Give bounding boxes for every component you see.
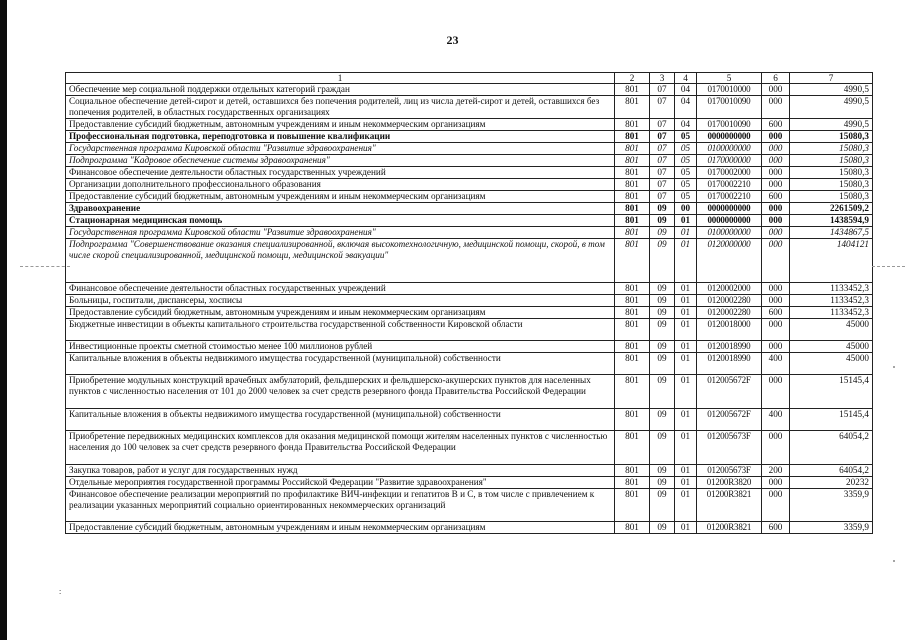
row-subsection: 05	[675, 191, 697, 203]
row-section: 09	[650, 283, 675, 295]
row-subsection: 05	[675, 167, 697, 179]
row-section: 09	[650, 477, 675, 489]
row-admin-code: 801	[615, 319, 650, 341]
row-expense-type: 400	[762, 353, 790, 375]
row-name: Финансовое обеспечение реализации мероприятий по профилактике ВИЧ-инфекции и гепатитов В и С, в том числе с привлечением к реализации указанных мероприятий социально ориентированных некоммерческих организаций	[66, 489, 615, 522]
row-section: 07	[650, 96, 675, 119]
row-subsection: 01	[675, 283, 697, 295]
row-target-code: 0170002210	[697, 179, 762, 191]
row-name: Стационарная медицинская помощь	[66, 215, 615, 227]
row-target-code: 012005673F	[697, 465, 762, 477]
row-admin-code: 801	[615, 84, 650, 96]
row-target-code: 0170010000	[697, 84, 762, 96]
table-body	[66, 84, 873, 534]
row-admin-code: 801	[615, 283, 650, 295]
row-section: 07	[650, 155, 675, 167]
row-expense-type: 000	[762, 96, 790, 119]
table-row	[66, 167, 873, 179]
row-target-code: 012005673F	[697, 431, 762, 465]
row-subsection: 01	[675, 477, 697, 489]
row-amount: 15145,4	[790, 409, 873, 431]
row-expense-type: 000	[762, 167, 790, 179]
row-target-code: 0120018990	[697, 353, 762, 375]
row-amount: 4990,5	[790, 84, 873, 96]
row-expense-type: 600	[762, 307, 790, 319]
row-admin-code: 801	[615, 465, 650, 477]
row-admin-code: 801	[615, 119, 650, 131]
row-name: Приобретение модульных конструкций врачебных амбулаторий, фельдшерских и фельдшерско-акушерских пунктов для населенных пунктов с численностью населения от 101 до 2000 человек за счет средств резервного фонда Правительства Российской Федерации	[66, 375, 615, 409]
row-expense-type: 000	[762, 155, 790, 167]
row-admin-code: 801	[615, 431, 650, 465]
row-amount: 15080,3	[790, 191, 873, 203]
row-admin-code: 801	[615, 489, 650, 522]
row-name: Закупка товаров, работ и услуг для государственных нужд	[66, 465, 615, 477]
row-expense-type: 000	[762, 319, 790, 341]
table-header-row	[66, 73, 873, 84]
row-subsection: 00	[675, 203, 697, 215]
row-subsection: 01	[675, 431, 697, 465]
row-amount: 64054,2	[790, 465, 873, 477]
row-admin-code: 801	[615, 341, 650, 353]
row-name: Обеспечение мер социальной поддержки отдельных категорий граждан	[66, 84, 615, 96]
row-target-code: 0100000000	[697, 143, 762, 155]
row-admin-code: 801	[615, 353, 650, 375]
row-subsection: 01	[675, 341, 697, 353]
row-section: 09	[650, 353, 675, 375]
header-col-2: 2	[615, 73, 650, 84]
table-row	[66, 307, 873, 319]
row-section: 09	[650, 307, 675, 319]
row-target-code: 01200R3821	[697, 522, 762, 534]
table-row	[66, 409, 873, 431]
table-row	[66, 431, 873, 465]
row-name: Бюджетные инвестиции в объекты капитального строительства государственной собственности Кировской области	[66, 319, 615, 341]
row-amount: 45000	[790, 341, 873, 353]
table-row	[66, 215, 873, 227]
table-row	[66, 131, 873, 143]
row-expense-type: 200	[762, 465, 790, 477]
row-subsection: 04	[675, 119, 697, 131]
row-target-code: 01200R3821	[697, 489, 762, 522]
row-amount: 64054,2	[790, 431, 873, 465]
row-amount: 1434867,5	[790, 227, 873, 239]
table-row	[66, 179, 873, 191]
table-row	[66, 203, 873, 215]
row-admin-code: 801	[615, 227, 650, 239]
row-expense-type: 000	[762, 477, 790, 489]
row-subsection: 01	[675, 375, 697, 409]
row-subsection: 01	[675, 319, 697, 341]
row-expense-type: 000	[762, 143, 790, 155]
table-row	[66, 341, 873, 353]
row-amount: 1133452,3	[790, 295, 873, 307]
row-target-code: 0000000000	[697, 131, 762, 143]
table-row	[66, 239, 873, 283]
row-name: Подпрограмма "Совершенствование оказания специализированной, включая высокотехнологичную, медицинской помощи, скорой, в том числе скорой специализированной, медицинской помощи, медицинской эвакуации"	[66, 239, 615, 283]
row-target-code: 0000000000	[697, 215, 762, 227]
row-admin-code: 801	[615, 143, 650, 155]
row-section: 09	[650, 239, 675, 283]
row-expense-type: 000	[762, 489, 790, 522]
row-subsection: 01	[675, 227, 697, 239]
scan-artifact-line	[872, 266, 905, 267]
row-name: Предоставление субсидий бюджетным, автономным учреждениям и иным некоммерческим организациям	[66, 119, 615, 131]
table-row	[66, 522, 873, 534]
row-admin-code: 801	[615, 295, 650, 307]
row-name: Финансовое обеспечение деятельности областных государственных учреждений	[66, 167, 615, 179]
scan-artifact-line	[20, 266, 70, 267]
row-section: 09	[650, 375, 675, 409]
scan-artifact-dot	[893, 560, 895, 562]
row-amount: 15080,3	[790, 179, 873, 191]
row-section: 09	[650, 215, 675, 227]
scan-artifact-dot	[893, 366, 895, 368]
row-expense-type: 000	[762, 431, 790, 465]
row-amount: 20232	[790, 477, 873, 489]
table-row	[66, 353, 873, 375]
row-target-code: 0120018990	[697, 341, 762, 353]
row-admin-code: 801	[615, 167, 650, 179]
row-name: Здравоохранение	[66, 203, 615, 215]
row-expense-type: 600	[762, 191, 790, 203]
row-section: 07	[650, 119, 675, 131]
table-row	[66, 143, 873, 155]
header-col-3: 3	[650, 73, 675, 84]
table-row	[66, 465, 873, 477]
row-subsection: 05	[675, 179, 697, 191]
row-amount: 1438594,9	[790, 215, 873, 227]
row-expense-type: 000	[762, 203, 790, 215]
row-name: Подпрограмма "Кадровое обеспечение системы здравоохранения"	[66, 155, 615, 167]
row-name: Социальное обеспечение детей-сирот и детей, оставшихся без попечения родителей, лиц из числа детей-сирот и детей, оставшихся без попечения родителей, в областных государственных организациях	[66, 96, 615, 119]
row-admin-code: 801	[615, 96, 650, 119]
row-amount: 3359,9	[790, 489, 873, 522]
row-subsection: 05	[675, 155, 697, 167]
row-amount: 45000	[790, 319, 873, 341]
row-section: 09	[650, 465, 675, 477]
row-admin-code: 801	[615, 239, 650, 283]
row-section: 09	[650, 489, 675, 522]
row-name: Организации дополнительного профессионального образования	[66, 179, 615, 191]
row-section: 09	[650, 319, 675, 341]
row-section: 09	[650, 295, 675, 307]
margin-mark: :	[59, 587, 62, 596]
table-row	[66, 227, 873, 239]
row-admin-code: 801	[615, 409, 650, 431]
row-amount: 4990,5	[790, 96, 873, 119]
row-name: Государственная программа Кировской области "Развитие здравоохранения"	[66, 227, 615, 239]
row-expense-type: 000	[762, 227, 790, 239]
row-admin-code: 801	[615, 307, 650, 319]
table-row	[66, 155, 873, 167]
row-target-code: 0170000000	[697, 155, 762, 167]
row-target-code: 0120002000	[697, 283, 762, 295]
table-row	[66, 375, 873, 409]
row-name: Предоставление субсидий бюджетным, автономным учреждениям и иным некоммерческим организациям	[66, 307, 615, 319]
header-col-6: 6	[762, 73, 790, 84]
row-target-code: 012005672F	[697, 409, 762, 431]
row-amount: 15080,3	[790, 131, 873, 143]
row-expense-type: 000	[762, 295, 790, 307]
table-row	[66, 477, 873, 489]
row-subsection: 01	[675, 409, 697, 431]
header-col-4: 4	[675, 73, 697, 84]
budget-table	[65, 72, 873, 534]
table-row	[66, 96, 873, 119]
row-subsection: 01	[675, 307, 697, 319]
row-section: 09	[650, 409, 675, 431]
row-subsection: 04	[675, 84, 697, 96]
row-admin-code: 801	[615, 131, 650, 143]
row-section: 07	[650, 84, 675, 96]
row-expense-type: 000	[762, 179, 790, 191]
row-name: Капитальные вложения в объекты недвижимого имущества государственной (муниципальной) собственности	[66, 409, 615, 431]
row-target-code: 0170002210	[697, 191, 762, 203]
row-section: 09	[650, 431, 675, 465]
row-name: Приобретение передвижных медицинских комплексов для оказания медицинской помощи жителям населенных пунктов с численностью населения до 100 человек за счет средств резервного фонда Правительства Российской Федерации	[66, 431, 615, 465]
row-subsection: 01	[675, 215, 697, 227]
row-subsection: 01	[675, 522, 697, 534]
row-target-code: 0000000000	[697, 203, 762, 215]
header-col-1: 1	[66, 73, 615, 84]
row-admin-code: 801	[615, 179, 650, 191]
row-target-code: 0120002280	[697, 307, 762, 319]
row-subsection: 01	[675, 489, 697, 522]
row-section: 09	[650, 203, 675, 215]
page-number: 23	[446, 33, 459, 47]
table-row	[66, 84, 873, 96]
table-row	[66, 489, 873, 522]
row-subsection: 01	[675, 295, 697, 307]
row-subsection: 05	[675, 131, 697, 143]
row-expense-type: 000	[762, 239, 790, 283]
row-amount: 15145,4	[790, 375, 873, 409]
table-row	[66, 295, 873, 307]
table-row	[66, 191, 873, 203]
row-target-code: 0170002000	[697, 167, 762, 179]
row-subsection: 05	[675, 143, 697, 155]
row-expense-type: 400	[762, 409, 790, 431]
row-amount: 15080,3	[790, 143, 873, 155]
row-target-code: 0170010090	[697, 96, 762, 119]
row-amount: 4990,5	[790, 119, 873, 131]
row-amount: 15080,3	[790, 167, 873, 179]
row-expense-type: 000	[762, 375, 790, 409]
row-admin-code: 801	[615, 203, 650, 215]
row-amount: 45000	[790, 353, 873, 375]
table-row	[66, 119, 873, 131]
header-col-5: 5	[697, 73, 762, 84]
row-expense-type: 600	[762, 119, 790, 131]
row-admin-code: 801	[615, 155, 650, 167]
row-expense-type: 000	[762, 131, 790, 143]
row-section: 07	[650, 131, 675, 143]
row-amount: 1133452,3	[790, 307, 873, 319]
row-admin-code: 801	[615, 375, 650, 409]
scan-edge-bar	[0, 0, 7, 640]
table-row	[66, 283, 873, 295]
header-col-7: 7	[790, 73, 873, 84]
row-section: 09	[650, 522, 675, 534]
row-amount: 1404121	[790, 239, 873, 283]
row-name: Инвестиционные проекты сметной стоимостью менее 100 миллионов рублей	[66, 341, 615, 353]
row-target-code: 012005672F	[697, 375, 762, 409]
row-amount: 1133452,3	[790, 283, 873, 295]
row-name: Отдельные мероприятия государственной программы Российской Федерации "Развитие здравоохранения"	[66, 477, 615, 489]
row-target-code: 0100000000	[697, 227, 762, 239]
row-admin-code: 801	[615, 522, 650, 534]
row-expense-type: 600	[762, 522, 790, 534]
row-subsection: 01	[675, 239, 697, 283]
row-target-code: 0120018000	[697, 319, 762, 341]
row-section: 07	[650, 167, 675, 179]
row-name: Больницы, госпитали, диспансеры, хосписы	[66, 295, 615, 307]
row-target-code: 01200R3820	[697, 477, 762, 489]
row-admin-code: 801	[615, 477, 650, 489]
table-row	[66, 319, 873, 341]
row-amount: 3359,9	[790, 522, 873, 534]
row-admin-code: 801	[615, 191, 650, 203]
row-subsection: 01	[675, 353, 697, 375]
row-expense-type: 000	[762, 84, 790, 96]
row-expense-type: 000	[762, 283, 790, 295]
row-name: Финансовое обеспечение деятельности областных государственных учреждений	[66, 283, 615, 295]
row-subsection: 04	[675, 96, 697, 119]
row-name: Капитальные вложения в объекты недвижимого имущества государственной (муниципальной) собственности	[66, 353, 615, 375]
row-expense-type: 000	[762, 341, 790, 353]
row-expense-type: 000	[762, 215, 790, 227]
row-target-code: 0120000000	[697, 239, 762, 283]
row-name: Предоставление субсидий бюджетным, автономным учреждениям и иным некоммерческим организациям	[66, 522, 615, 534]
row-subsection: 01	[675, 465, 697, 477]
row-name: Предоставление субсидий бюджетным, автономным учреждениям и иным некоммерческим организациям	[66, 191, 615, 203]
row-section: 07	[650, 191, 675, 203]
row-name: Профессиональная подготовка, переподготовка и повышение квалификации	[66, 131, 615, 143]
row-target-code: 0170010090	[697, 119, 762, 131]
row-target-code: 0120002280	[697, 295, 762, 307]
row-section: 07	[650, 143, 675, 155]
row-section: 07	[650, 179, 675, 191]
row-section: 09	[650, 227, 675, 239]
row-admin-code: 801	[615, 215, 650, 227]
row-section: 09	[650, 341, 675, 353]
row-amount: 15080,3	[790, 155, 873, 167]
row-name: Государственная программа Кировской области "Развитие здравоохранения"	[66, 143, 615, 155]
row-amount: 2261509,2	[790, 203, 873, 215]
